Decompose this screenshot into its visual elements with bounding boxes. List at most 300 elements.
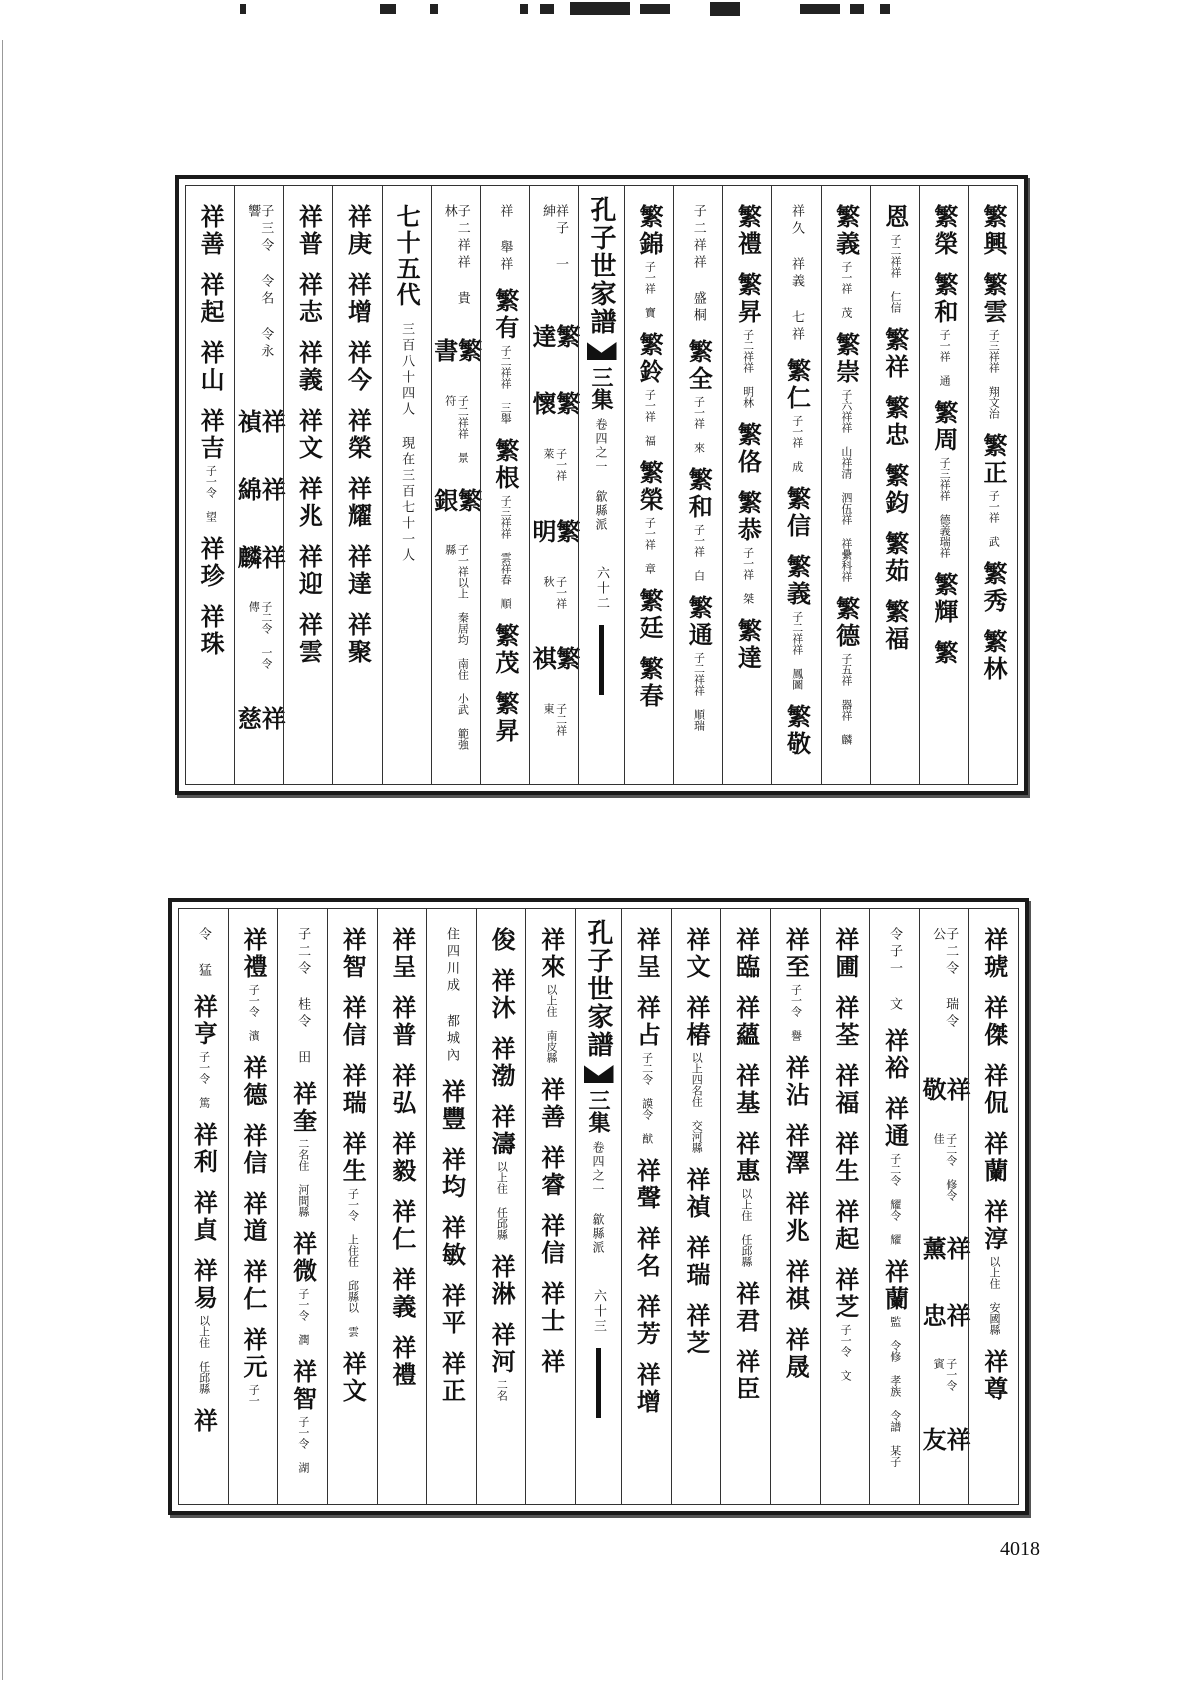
person-entry	[979, 927, 1009, 981]
person-entry	[635, 588, 665, 642]
person-name: 祥兆	[781, 1191, 811, 1245]
annotation: 子二祥祥 仁信	[889, 234, 903, 313]
person-entry	[233, 409, 287, 463]
register-column	[821, 186, 870, 784]
person-entry	[387, 927, 417, 981]
annotation: 子二令 桂令 田	[295, 927, 311, 1067]
annotation: 子一令 潤	[296, 1288, 310, 1345]
person-name: 祥文	[338, 1351, 368, 1405]
person-name: 繁正	[978, 433, 1008, 487]
person-name: 祥信	[338, 995, 368, 1049]
person-name: 祥迎	[294, 544, 324, 598]
person-entry	[979, 1349, 1009, 1403]
person-entry	[189, 994, 219, 1108]
register-column	[429, 186, 483, 784]
person-name: 祥兆	[294, 476, 324, 530]
person-name: 俊	[487, 927, 517, 954]
person-entry	[437, 1215, 467, 1269]
person-entry	[437, 1283, 467, 1337]
person-name: 祥普	[294, 204, 324, 258]
person-entry	[731, 995, 761, 1049]
register-column	[382, 186, 431, 784]
person-entry	[684, 339, 714, 453]
page-number: 4018	[1000, 1538, 1040, 1560]
person-entry	[343, 476, 373, 530]
branch-label: 歙縣派	[594, 490, 608, 532]
genealogy-panel-upper	[175, 175, 1028, 795]
person-entry	[536, 1145, 566, 1199]
person-name: 祥睿	[536, 1145, 566, 1199]
generation-heading	[389, 204, 424, 308]
person-name: 祥仁	[238, 1259, 268, 1313]
annotation: 子一令 湖	[296, 1416, 310, 1473]
person-entry	[536, 1213, 566, 1267]
person-entry	[782, 486, 812, 540]
annotation: 監 令修 孝族 令譜 某子	[888, 1316, 902, 1467]
person-entry	[294, 544, 324, 598]
person-name: 祥起	[196, 272, 226, 326]
person-entry	[527, 391, 581, 505]
person-entry	[294, 204, 324, 258]
annotation: 子三祥祥 雲祥春 順	[499, 495, 513, 609]
person-name: 繁敬	[782, 704, 812, 758]
book-title: 孔子世家譜	[583, 919, 613, 1059]
person-name: 祥今	[343, 340, 373, 394]
annotation: 子二祥祥 順瑞	[692, 652, 706, 731]
person-entry	[731, 927, 761, 981]
annotation: 子一祥以上 秦居均 南住 小武 範強縣	[443, 544, 470, 751]
person-name: 祥呈	[632, 927, 662, 981]
person-name: 祥志	[294, 272, 324, 326]
person-name: 繁福	[880, 599, 910, 653]
person-name: 繁茂	[490, 623, 520, 677]
person-entry	[790, 204, 803, 344]
person-entry	[189, 1190, 219, 1244]
person-name: 祥	[536, 1349, 566, 1376]
register-column	[327, 909, 377, 1504]
annotation: 子三祥祥 翔文治	[987, 329, 1001, 419]
person-entry	[288, 1359, 318, 1473]
person-name: 繁錦	[635, 204, 665, 258]
person-entry	[387, 1131, 417, 1185]
person-entry	[830, 927, 860, 981]
person-name: 繁和	[684, 467, 714, 521]
person-name: 繁榮	[635, 460, 665, 514]
person-name: 祥豐	[437, 1079, 467, 1133]
volume-label: 卷四之一	[594, 418, 608, 474]
annotation: 住四川成 都城內	[443, 927, 459, 1065]
leaf-number: 六十三	[591, 1289, 606, 1334]
person-name: 祥微	[288, 1231, 318, 1285]
annotation: 子一祥 桀	[741, 547, 755, 604]
register-column	[869, 909, 919, 1504]
person-name: 祥禮	[387, 1335, 417, 1389]
person-name: 祥智	[338, 927, 368, 981]
person-name: 繁義	[831, 204, 861, 258]
register-column	[771, 186, 820, 784]
person-entry	[979, 1199, 1009, 1335]
register-column	[673, 186, 722, 784]
person-entry	[445, 927, 458, 1065]
person-name: 祥祺	[781, 1259, 811, 1313]
person-entry	[189, 1258, 219, 1394]
person-entry	[527, 323, 581, 378]
annotation: 子二令 耀令 耀	[888, 1153, 902, 1245]
person-name: 祥信	[536, 1213, 566, 1267]
person-name: 繁恭	[733, 490, 763, 544]
person-entry	[731, 1131, 761, 1267]
person-entry	[979, 1131, 1009, 1185]
person-name: 祥芳	[632, 1294, 662, 1348]
person-name: 祥敬	[918, 1077, 972, 1105]
annotation: 子一令 譽	[789, 984, 803, 1041]
person-entry	[288, 1081, 318, 1217]
person-entry	[246, 204, 272, 395]
person-name: 祥淳	[979, 1199, 1009, 1253]
person-name: 祥元	[238, 1327, 268, 1381]
person-name: 祥禎	[233, 409, 287, 437]
collection-label: 三集	[585, 1089, 611, 1133]
annotation: 子三令 令名 令永 響	[245, 204, 274, 361]
person-entry	[880, 599, 910, 653]
person-entry	[880, 463, 910, 517]
register-column	[968, 186, 1017, 784]
register-column	[820, 909, 870, 1504]
person-name: 祥侃	[979, 1063, 1009, 1117]
person-name: 繁興	[978, 204, 1008, 258]
person-entry	[831, 596, 861, 745]
person-name: 祥道	[238, 1191, 268, 1245]
person-name: 祥利	[189, 1122, 219, 1176]
person-entry	[929, 272, 959, 386]
person-entry	[781, 1055, 811, 1109]
person-entry	[397, 322, 416, 564]
person-entry	[343, 612, 373, 666]
person-name: 祥蘊	[731, 995, 761, 1049]
person-name: 繁祥	[880, 327, 910, 381]
annotation: 子二令 修令 佳	[932, 1132, 958, 1201]
person-name: 祥普	[387, 995, 417, 1049]
person-entry	[490, 623, 520, 677]
person-entry	[918, 1427, 972, 1480]
person-entry	[731, 1281, 761, 1335]
person-name: 祥澤	[781, 1123, 811, 1177]
annotation: 子一祥 秋	[541, 575, 568, 609]
person-name: 繁達	[527, 323, 581, 351]
person-name: 祥蘭	[880, 1259, 910, 1313]
person-name: 繁根	[490, 438, 520, 492]
person-name: 祥易	[189, 1258, 219, 1312]
register-column	[968, 909, 1018, 1504]
person-entry	[929, 204, 959, 258]
person-name: 祥山	[196, 340, 226, 394]
person-name: 繁廷	[635, 588, 665, 642]
person-name: 繁	[929, 640, 959, 667]
person-name: 祥敏	[437, 1215, 467, 1269]
person-entry	[343, 340, 373, 394]
person-name: 祥麟	[233, 544, 287, 572]
person-entry	[733, 204, 763, 258]
person-name: 繁茹	[880, 531, 910, 585]
person-entry	[527, 646, 581, 760]
person-entry	[781, 1123, 811, 1177]
person-entry	[880, 327, 910, 381]
person-name: 繁通	[684, 595, 714, 649]
annotation: 子一令 濱	[247, 984, 261, 1041]
person-entry	[343, 272, 373, 326]
person-name: 祥珠	[196, 604, 226, 658]
person-entry	[490, 691, 520, 745]
person-entry	[831, 204, 861, 318]
person-name: 繁信	[782, 486, 812, 540]
person-name: 祥占	[632, 995, 662, 1049]
person-entry	[635, 204, 665, 318]
book-title-column	[575, 909, 621, 1504]
person-entry	[536, 1077, 566, 1131]
person-entry	[490, 438, 520, 609]
person-entry	[632, 1362, 662, 1416]
person-entry	[978, 204, 1008, 258]
person-name: 祥生	[830, 1131, 860, 1185]
register-column	[918, 909, 972, 1504]
register-column	[377, 909, 427, 1504]
person-name: 祥友	[918, 1427, 972, 1455]
person-entry	[681, 1235, 711, 1289]
person-name: 祥臨	[731, 927, 761, 981]
person-name: 祥弘	[387, 1063, 417, 1117]
person-name: 繁有	[490, 288, 520, 342]
person-entry	[692, 204, 705, 325]
register-column	[476, 909, 526, 1504]
person-name: 祥淋	[487, 1254, 517, 1308]
annotation: 子一祥 萊	[541, 448, 568, 482]
register-column	[870, 186, 919, 784]
person-name: 祥晟	[781, 1327, 811, 1381]
person-name: 繁榮	[929, 204, 959, 258]
annotation: 子二祥祥 盛桐	[690, 204, 706, 325]
person-name: 繁雲	[978, 272, 1008, 326]
person-name: 祥耀	[343, 476, 373, 530]
person-entry	[931, 927, 957, 1063]
annotation: 以上四名住 交河縣	[690, 1052, 704, 1153]
person-entry	[387, 1199, 417, 1253]
register-column	[621, 909, 671, 1504]
person-entry	[196, 272, 226, 326]
annotation: 子五祥 器祥 麟	[839, 653, 853, 745]
person-entry	[888, 927, 901, 1014]
person-entry	[536, 1349, 566, 1376]
scan-edge-line	[2, 40, 3, 1680]
person-name: 祥濤	[487, 1104, 517, 1158]
person-name: 祥奎	[288, 1081, 318, 1135]
genealogy-panel-lower	[168, 898, 1029, 1515]
generation-count: 三百八十四人 現在三百七十一人	[399, 322, 415, 564]
person-name: 祥庚	[343, 204, 373, 258]
person-name: 祥忠	[918, 1302, 972, 1330]
person-name: 祥仁	[387, 1199, 417, 1253]
person-entry	[731, 1063, 761, 1117]
person-name: 祥生	[338, 1131, 368, 1185]
person-name: 繁懷	[527, 391, 581, 419]
person-entry	[733, 490, 763, 604]
register-column	[277, 909, 327, 1504]
annotation: 子二祥祥 三舉	[499, 345, 513, 424]
person-entry	[189, 1122, 219, 1176]
person-entry	[197, 927, 210, 980]
person-name: 祥文	[681, 927, 711, 981]
person-entry	[781, 927, 811, 1041]
person-entry	[978, 629, 1008, 683]
person-entry	[632, 1158, 662, 1212]
person-name: 繁昇	[733, 272, 763, 326]
person-entry	[681, 1303, 711, 1357]
person-entry	[196, 536, 226, 590]
person-name: 繁春	[635, 656, 665, 710]
person-name: 繁和	[929, 272, 959, 326]
person-name: 祥增	[343, 272, 373, 326]
annotation: 子一令 篤	[197, 1051, 211, 1108]
person-name: 祥芝	[681, 1303, 711, 1357]
person-name: 祥基	[731, 1063, 761, 1117]
person-name: 祥達	[343, 544, 373, 598]
person-name: 祥名	[632, 1226, 662, 1280]
annotation: 二名	[495, 1379, 509, 1401]
person-name: 繁佫	[733, 422, 763, 476]
person-entry	[338, 1063, 368, 1117]
annotation: 以上住 安國縣	[988, 1256, 1002, 1335]
register-column	[671, 909, 721, 1504]
person-name: 繁忠	[880, 395, 910, 449]
person-entry	[929, 400, 959, 558]
person-entry	[294, 340, 324, 394]
register-column	[480, 186, 529, 784]
person-name: 祥惠	[731, 1131, 761, 1185]
person-name: 繁仁	[782, 358, 812, 412]
person-entry	[632, 1226, 662, 1280]
person-name: 祥裕	[880, 1028, 910, 1082]
person-name: 祥起	[830, 1199, 860, 1253]
person-entry	[635, 656, 665, 710]
annotation: 子一祥 武	[987, 490, 1001, 547]
person-entry	[536, 927, 566, 1063]
branch-label: 歙縣派	[591, 1213, 605, 1255]
person-name: 祥珍	[196, 536, 226, 590]
person-entry	[831, 332, 861, 582]
annotation: 子一祥 茂	[839, 261, 853, 318]
person-name: 祥圃	[830, 927, 860, 981]
leaf-number: 六十二	[594, 566, 609, 611]
annotation: 以上住 任邱縣	[197, 1315, 211, 1394]
person-entry	[288, 1231, 318, 1345]
person-name: 祥信	[238, 1123, 268, 1177]
person-name: 祥貞	[189, 1190, 219, 1244]
register-column	[720, 909, 770, 1504]
person-name: 祥平	[437, 1283, 467, 1337]
register-column	[228, 909, 278, 1504]
person-entry	[338, 995, 368, 1049]
register-column	[624, 186, 673, 784]
register-column	[283, 186, 332, 784]
person-entry	[929, 572, 959, 626]
person-entry	[437, 1147, 467, 1201]
person-entry	[681, 1167, 711, 1221]
person-entry	[830, 1131, 860, 1185]
person-name: 祥君	[731, 1281, 761, 1335]
person-entry	[429, 338, 483, 473]
annotation: 子二祥祥 明林	[741, 329, 755, 408]
person-name: 繁明	[527, 518, 581, 546]
person-entry	[684, 467, 714, 581]
person-entry	[487, 1254, 517, 1308]
person-name: 祥尊	[979, 1349, 1009, 1403]
person-name: 祥慈	[233, 706, 287, 734]
person-entry	[189, 1408, 219, 1435]
annotation: 子二祥 東	[541, 703, 568, 737]
person-entry	[498, 204, 511, 274]
person-entry	[632, 927, 662, 981]
person-name: 祥至	[781, 927, 811, 981]
person-name: 祥吉	[196, 408, 226, 462]
person-entry	[830, 995, 860, 1049]
annotation: 以上住 任邱縣	[495, 1161, 509, 1240]
person-name: 繁輝	[929, 572, 959, 626]
person-entry	[294, 612, 324, 666]
person-entry	[196, 408, 226, 522]
person-name: 祥綿	[233, 477, 287, 505]
person-entry	[830, 1063, 860, 1117]
person-name: 祥椿	[681, 995, 711, 1049]
person-entry	[387, 1063, 417, 1117]
register-column	[770, 909, 820, 1504]
person-name: 祥芝	[830, 1267, 860, 1321]
person-name: 祥薰	[918, 1236, 972, 1264]
lower-columns	[179, 909, 1018, 1504]
person-name: 祥臣	[731, 1349, 761, 1403]
person-entry	[487, 927, 517, 954]
collection-label: 三集	[588, 366, 614, 410]
person-name: 繁禮	[733, 204, 763, 258]
person-name: 祥正	[437, 1351, 467, 1405]
top-edge-marks	[240, 2, 940, 16]
person-name: 祥義	[294, 340, 324, 394]
annotation: 子一祥 福	[643, 389, 657, 446]
annotation: 子二祥祥 景符	[443, 395, 470, 463]
person-entry	[238, 927, 268, 1041]
annotation: 子六祥祥 山祥清 泗伍祥 祥纍科祥	[839, 389, 853, 582]
person-entry	[429, 487, 483, 760]
person-entry	[733, 272, 763, 408]
person-entry	[979, 1063, 1009, 1117]
person-name: 祥傑	[979, 995, 1009, 1049]
person-entry	[781, 1327, 811, 1381]
person-entry	[635, 332, 665, 446]
person-name: 恩	[880, 204, 910, 231]
person-name: 繁書	[429, 338, 483, 366]
annotation: 以上住 南皮縣	[545, 984, 559, 1063]
register-column	[527, 186, 581, 784]
person-entry	[196, 340, 226, 394]
person-entry	[196, 204, 226, 258]
person-name: 繁林	[978, 629, 1008, 683]
person-name: 祥善	[196, 204, 226, 258]
annotation: 子一祥 通	[938, 329, 952, 386]
person-entry	[978, 433, 1008, 547]
register-column	[919, 186, 968, 784]
person-entry	[880, 1028, 910, 1082]
register-column	[722, 186, 771, 784]
person-name: 祥琥	[979, 927, 1009, 981]
person-entry	[830, 1267, 860, 1381]
